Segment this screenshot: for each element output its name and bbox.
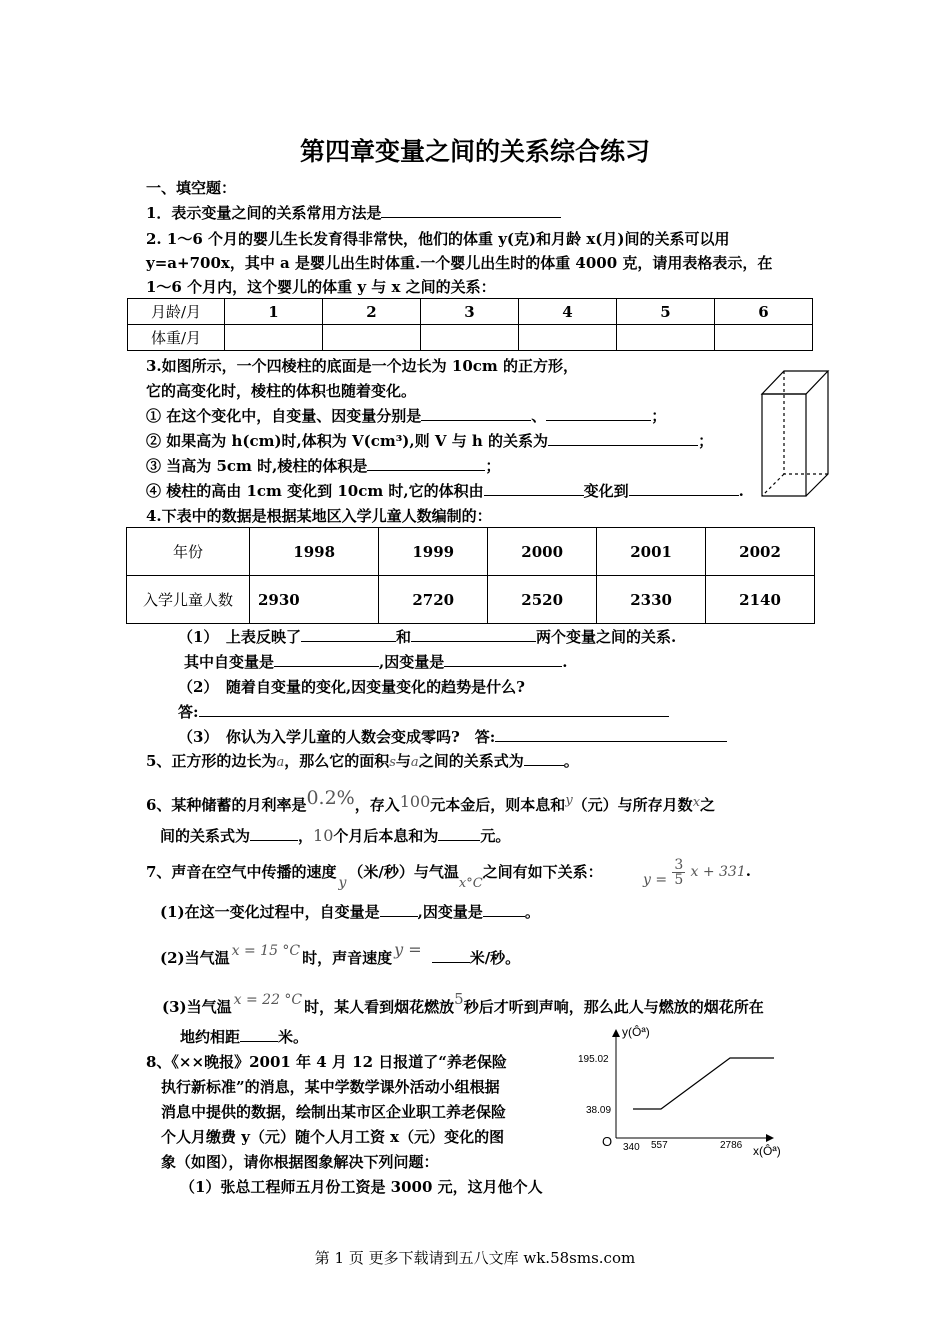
math-var: x°C xyxy=(458,876,483,891)
x-tick-label: 557 xyxy=(651,1140,668,1151)
text: 时，某人看到烟花燃放 xyxy=(304,998,455,1016)
question-5 xyxy=(146,751,579,773)
table-header-cell: 入学儿童人数 xyxy=(127,576,250,624)
answer-blank[interactable] xyxy=(274,652,379,667)
question-3-line1: 3.如图所示，一个四棱柱的底面是一个边长为 10cm 的正方形， xyxy=(146,357,578,375)
question-4-sub1b xyxy=(184,652,567,672)
text: ，存入 xyxy=(354,796,400,814)
prism-hidden-edge xyxy=(762,474,784,496)
weight-table xyxy=(127,298,813,351)
answer-blank[interactable] xyxy=(548,431,698,446)
question-8-line2: 执行新标准”的消息，某中学数学课外活动小组根据 xyxy=(161,1078,500,1096)
table-cell: 2001 xyxy=(597,528,706,576)
text: (2)当气温 xyxy=(160,949,230,967)
table-row xyxy=(128,299,813,325)
table-cell-input[interactable] xyxy=(225,325,323,351)
question-7-sub2 xyxy=(160,940,520,968)
math-text: x + 331 xyxy=(690,864,746,880)
text: ④ 棱柱的高由 1cm 变化到 10cm 时,它的体积由 xyxy=(146,482,484,500)
text: 秒后才听到声响，那么此人与燃放的烟花所在 xyxy=(463,998,764,1016)
table-row xyxy=(127,576,815,624)
text: 和 xyxy=(395,628,411,646)
question-6-line1 xyxy=(146,788,715,815)
answer-blank[interactable] xyxy=(483,902,525,917)
table-row xyxy=(128,325,813,351)
math-value: 100 xyxy=(399,792,431,811)
answer-blank[interactable] xyxy=(380,902,418,917)
answer-blank[interactable] xyxy=(381,203,561,218)
text: 答: xyxy=(178,703,199,721)
answer-blank[interactable] xyxy=(411,627,536,642)
answer-blank[interactable] xyxy=(438,826,480,841)
answer-blank[interactable] xyxy=(484,481,584,496)
question-1-text: 1．表示变量之间的关系常用方法是 xyxy=(146,204,382,222)
table-cell: 4 xyxy=(519,299,617,325)
table-cell: 6 xyxy=(715,299,813,325)
question-2-line1: 2. 1～6 个月的婴儿生长发育得非常快，他们的体重 y(克)和月龄 x(月)间的关系可以用 xyxy=(146,230,730,248)
answer-blank[interactable] xyxy=(199,702,669,717)
prism-figure xyxy=(758,368,832,500)
question-8-line3: 消息中提供的数据，绘制出某市区企业职工养老保险 xyxy=(161,1103,507,1121)
text: 之间的关系式为 xyxy=(418,752,524,770)
question-1 xyxy=(146,203,561,223)
table-cell: 2140 xyxy=(706,576,815,624)
y-tick-label: 195.02 xyxy=(578,1054,609,1065)
answer-blank[interactable] xyxy=(432,948,470,963)
question-8-line5: 象（如图），请你根据图象解决下列问题： xyxy=(161,1153,439,1171)
table-cell: 2000 xyxy=(488,528,597,576)
section-heading: 一、填空题： xyxy=(146,179,237,197)
answer-blank[interactable] xyxy=(524,751,564,766)
text: 6、某种储蓄的月利率是 xyxy=(146,796,307,814)
series-line xyxy=(633,1058,774,1109)
text: ， xyxy=(298,827,314,845)
question-3-sub1 xyxy=(146,406,666,426)
text: （元）与所存月数 xyxy=(572,796,693,814)
text: 元本金后，则本息和 xyxy=(430,796,566,814)
question-4-line1: 4.下表中的数据是根据某地区入学儿童人数编制的： xyxy=(146,507,492,525)
x-axis-label: x(Ôª) xyxy=(753,1144,781,1158)
answer-blank[interactable] xyxy=(367,456,485,471)
table-cell: 3 xyxy=(421,299,519,325)
math-var: x xyxy=(692,795,701,810)
math-value: 10 xyxy=(313,826,334,845)
text: 米。 xyxy=(278,1028,309,1046)
y-axis-label: y(Ôª) xyxy=(622,1025,650,1039)
text: ； xyxy=(651,407,667,425)
table-header-cell: 月龄/月 xyxy=(128,299,225,325)
math-text: x = 15 °C xyxy=(231,943,301,959)
text: 。 xyxy=(563,752,579,770)
text: 其中自变量是 xyxy=(184,653,275,671)
math-text: y = xyxy=(643,872,668,888)
question-8-line4: 个人月缴费 y（元）随个人月工资 x（元）变化的图 xyxy=(161,1128,505,1146)
table-cell: 1999 xyxy=(379,528,488,576)
text: 5、正方形的边长为 xyxy=(146,752,277,770)
text: 变化到 xyxy=(583,482,629,500)
text: ③ 当高为 5cm 时,棱柱的体积是 xyxy=(146,457,368,475)
question-3-sub4 xyxy=(146,481,744,501)
text: ,因变量是 xyxy=(379,653,445,671)
question-6-line2 xyxy=(160,826,510,846)
table-cell: 2520 xyxy=(488,576,597,624)
text: (1)在这一变化过程中，自变量是 xyxy=(160,903,380,921)
question-8-line6: （1）张总工程师五月份工资是 3000 元，这月他个人 xyxy=(180,1178,543,1196)
math-var: y xyxy=(338,875,347,891)
question-3-sub3 xyxy=(146,456,500,476)
text: ② 如果高为 h(cm)时,体积为 V(cm³),则 V 与 h 的关系为 xyxy=(146,432,549,450)
text: 两个变量之间的关系. xyxy=(535,628,677,646)
answer-blank[interactable] xyxy=(240,1027,278,1042)
enrollment-table xyxy=(126,527,815,624)
table-cell-input[interactable] xyxy=(617,325,715,351)
text: 地约相距 xyxy=(180,1028,241,1046)
text: 时，声音速度 xyxy=(302,949,393,967)
math-var: a xyxy=(410,755,419,770)
answer-blank[interactable] xyxy=(250,826,298,841)
math-value: 5 xyxy=(454,990,464,1008)
table-cell: 1998 xyxy=(250,528,379,576)
math-var: y xyxy=(565,793,573,808)
question-7-formula xyxy=(643,853,751,898)
y-tick-label: 38.09 xyxy=(586,1105,612,1116)
fraction xyxy=(672,858,685,887)
text: ； xyxy=(698,432,714,450)
answer-blank[interactable] xyxy=(629,481,739,496)
table-cell: 2930 xyxy=(250,576,379,624)
text: （1） 上表反映了 xyxy=(178,628,301,646)
question-7-sub3b xyxy=(180,1027,308,1047)
table-cell: 2720 xyxy=(379,576,488,624)
text: 7、声音在空气中传播的速度 xyxy=(146,863,337,881)
text: 与 xyxy=(395,752,411,770)
table-header-cell: 年份 xyxy=(127,528,250,576)
text: ； xyxy=(485,457,501,475)
question-7-line1 xyxy=(146,862,603,894)
x-tick-label: 340 xyxy=(623,1142,640,1153)
text: （米/秒）与气温 xyxy=(348,863,459,881)
question-3-sub2 xyxy=(146,431,713,451)
math-text: y = xyxy=(394,940,422,959)
text: 之间有如下关系： xyxy=(482,863,603,881)
origin-label: O xyxy=(602,1134,613,1149)
text: 间的关系式为 xyxy=(160,827,251,845)
text: . xyxy=(745,862,751,880)
math-text: x = 22 °C xyxy=(233,992,303,1008)
footer: 第 1 页 更多下载请到五八文库 wk.58sms.com xyxy=(314,1249,636,1267)
text: 之 xyxy=(700,796,716,814)
table-header-cell: 体重/月 xyxy=(128,325,225,351)
question-7-sub1 xyxy=(160,902,540,922)
table-cell-input[interactable] xyxy=(323,325,421,351)
text: 、 xyxy=(531,407,547,425)
text: . xyxy=(562,653,568,671)
text: ，那么它的面积 xyxy=(284,752,390,770)
table-cell-input[interactable] xyxy=(421,325,519,351)
fraction-denominator: 5 xyxy=(674,871,684,888)
text: ① 在这个变化中，自变量、因变量分别是 xyxy=(146,407,422,425)
answer-blank[interactable] xyxy=(301,627,396,642)
x-tick-label: 2786 xyxy=(720,1140,743,1151)
prism-top-face xyxy=(762,371,828,394)
question-4-sub2: （2） 随着自变量的变化,因变量变化的趋势是什么? xyxy=(178,678,525,696)
table-cell: 2 xyxy=(323,299,421,325)
text: . xyxy=(738,482,744,500)
pension-chart xyxy=(570,1020,800,1170)
fraction-numerator: 3 xyxy=(674,856,684,873)
table-cell-input[interactable] xyxy=(715,325,813,351)
table-cell: 2002 xyxy=(706,528,815,576)
answer-blank[interactable] xyxy=(444,652,562,667)
question-8-line1: 8、《××晚报》2001 年 4 月 12 日报道了“养老保险 xyxy=(146,1053,507,1071)
text: 。 xyxy=(524,903,540,921)
math-value: 0.2% xyxy=(306,787,355,809)
question-2-line3: 1～6 个月内，这个婴儿的体重 y 与 x 之间的关系： xyxy=(146,278,496,296)
math-var: s xyxy=(389,755,396,770)
table-cell: 2330 xyxy=(597,576,706,624)
question-2-line2: y=a+700x，其中 a 是婴儿出生时体重.一个婴儿出生时的体重 4000 克，请用表格表示，在 xyxy=(146,254,773,272)
table-cell: 1 xyxy=(225,299,323,325)
text: 元。 xyxy=(480,827,511,845)
text: 米/秒。 xyxy=(469,949,521,967)
table-row xyxy=(127,528,815,576)
answer-blank[interactable] xyxy=(421,406,531,421)
math-var: a xyxy=(276,755,285,770)
question-4-sub2-answer xyxy=(178,702,669,722)
page-title: 第四章变量之间的关系综合练习 xyxy=(299,137,650,166)
question-3-line2: 它的高变化时，棱柱的体积也随着变化。 xyxy=(146,382,417,400)
text: 个月后本息和为 xyxy=(333,827,439,845)
table-cell-input[interactable] xyxy=(519,325,617,351)
text: ,因变量是 xyxy=(417,903,483,921)
question-7-sub3 xyxy=(162,989,764,1017)
answer-blank[interactable] xyxy=(495,727,727,742)
table-cell: 5 xyxy=(617,299,715,325)
question-4-sub3 xyxy=(178,727,727,747)
text: (3)当气温 xyxy=(162,998,232,1016)
answer-blank[interactable] xyxy=(546,406,651,421)
question-4-sub1 xyxy=(178,627,676,647)
text: （3） 你认为入学儿童的人数会变成零吗? 答: xyxy=(178,728,496,746)
